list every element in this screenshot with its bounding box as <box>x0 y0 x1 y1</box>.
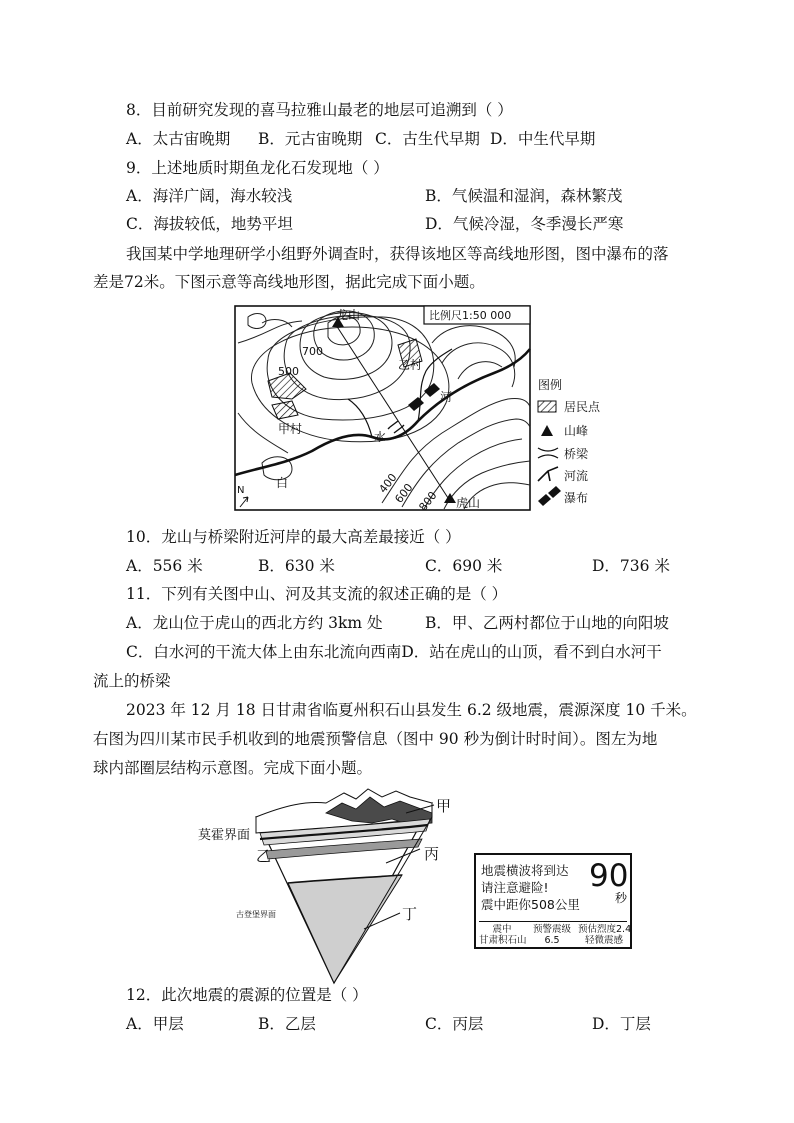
warn-mag-value: 6.5 <box>544 935 560 946</box>
warn-mag-label: 预警震级 <box>532 924 571 935</box>
label-jia: 甲 <box>436 797 452 815</box>
epicenter-label: 震中 <box>492 924 512 935</box>
q10-stem: 10．龙山与桥梁附近河岸的最大高差最接近（ ） <box>126 528 461 546</box>
label-bai: 白 <box>276 476 289 490</box>
passage2-line-3: 球内部圈层结构示意图。完成下面小题。 <box>93 759 373 777</box>
intensity-label: 预估烈度2.4 <box>578 924 632 935</box>
legend-river: 河流 <box>564 469 589 483</box>
legend-bridge: 桥梁 <box>564 447 589 461</box>
label-north: N <box>237 485 245 496</box>
q9-option-c: C．海拔较低，地势平坦 <box>126 215 293 233</box>
q12-stem: 12．此次地震的震源的位置是（ ） <box>126 986 368 1004</box>
legend-peak: 山峰 <box>564 424 589 438</box>
label-hushan: 虎山 <box>456 496 481 510</box>
q8-option-d: D．中生代早期 <box>490 130 596 148</box>
label-shui: 水 <box>374 430 387 444</box>
label-moho: 莫霍界面 <box>198 828 251 843</box>
legend-settlement-swatch <box>538 401 556 412</box>
q11-option-b: B．甲、乙两村都位于山地的向阳坡 <box>425 614 669 632</box>
q9-option-d: D．气候冷湿，冬季漫长严寒 <box>425 215 624 233</box>
q10-option-c: C．690 米 <box>425 557 503 575</box>
contour-label-700: 700 <box>302 345 323 358</box>
label-bing: 丙 <box>424 845 440 863</box>
label-he: 河 <box>440 390 453 404</box>
label-jiacun: 甲村 <box>278 422 303 436</box>
q8-option-b: B．元古宙晚期 <box>258 130 363 148</box>
q8-option-c: C．古生代早期 <box>375 130 480 148</box>
q9-option-b: B．气候温和湿润，森林繁茂 <box>425 187 623 205</box>
epicenter-value: 甘肃积石山 <box>479 935 527 946</box>
q12-option-a: A．甲层 <box>126 1015 184 1033</box>
passage1-line-1: 我国某中学地理研学小组野外调查时，获得该地区等高线地形图，图中瀑布的落 <box>126 245 669 263</box>
warning-divider <box>479 921 627 922</box>
settlement-jiacun-2 <box>272 401 298 419</box>
passage1-line-2: 差是72米。下图示意等高线地形图，据此完成下面小题。 <box>93 273 485 291</box>
q8-option-a: A．太古宙晚期 <box>126 130 231 148</box>
legend-waterfall-icon <box>538 486 561 506</box>
q11-stem: 11．下列有关图中山、河及其支流的叙述正确的是（ ） <box>126 585 508 603</box>
legend-title: 图例 <box>538 378 563 392</box>
countdown-value: 90 <box>589 858 629 894</box>
warning-msg-line-1: 地震横波将到达 <box>481 863 569 878</box>
passage2-line-1: 2023 年 12 月 18 日甘肃省临夏州积石山县发生 6.2 级地震，震源深度 10 千米。 <box>126 701 697 719</box>
q9-stem: 9．上述地质时期鱼龙化石发现地（ ） <box>126 159 389 177</box>
q12-option-d: D．丁层 <box>592 1015 651 1033</box>
north-arrow-icon <box>240 497 248 507</box>
q9-option-a: A．海洋广阔，海水较浅 <box>126 187 293 205</box>
warn-mag-cell <box>530 924 574 946</box>
q12-option-c: C．丙层 <box>425 1015 484 1033</box>
legend-bridge-icon <box>538 448 558 458</box>
q10-option-d: D．736 米 <box>592 557 670 575</box>
contour-label-400: 400 <box>376 471 400 496</box>
countdown-unit: 秒 <box>615 891 628 905</box>
passage2-line-2: 右图为四川某市民手机收到的地震预警信息（图中 90 秒为倒计时时间）。图左为地 <box>93 730 658 748</box>
q8-stem: 8．目前研究发现的喜马拉雅山最老的地层可追溯到（ ） <box>126 101 513 119</box>
warning-msg-line-3: 震中距你508公里 <box>481 897 580 912</box>
q12-option-b: B．乙层 <box>258 1015 316 1033</box>
contour-label-600: 600 <box>392 481 416 506</box>
q10-option-a: A．556 米 <box>126 557 203 575</box>
contour-label-500: 500 <box>278 365 299 378</box>
q10-option-b: B．630 米 <box>258 557 335 575</box>
label-yi: 乙 <box>256 847 272 865</box>
contour-label-800: 800 <box>416 489 440 514</box>
earthquake-warning-card <box>474 853 632 949</box>
legend-peak-icon <box>541 425 553 436</box>
label-longshan: 龙山 <box>336 308 361 322</box>
intensity-cell <box>578 924 630 946</box>
label-gutenberg: 古登堡界面 <box>236 910 276 919</box>
q11-option-cd-cont: 流上的桥梁 <box>93 672 171 690</box>
map-scale: 比例尺1:50 000 <box>429 309 512 322</box>
epicenter-cell <box>479 924 525 946</box>
legend-waterfall: 瀑布 <box>564 491 589 505</box>
warning-msg-line-2: 请注意避险! <box>481 880 549 895</box>
contour-map <box>232 303 632 515</box>
earth-structure-diagram <box>196 783 458 988</box>
q11-option-a: A．龙山位于虎山的西北方约 3km 处 <box>126 614 383 632</box>
intensity-value: 轻微震感 <box>584 935 623 946</box>
label-yicun: 乙村 <box>398 358 423 372</box>
legend-settlement: 居民点 <box>564 400 601 414</box>
label-ding: 丁 <box>402 905 418 923</box>
core-region <box>288 875 402 983</box>
q11-option-cd: C．白水河的干流大体上由东北流向西南D．站在虎山的山顶，看不到白水河干 <box>126 643 662 661</box>
legend-river-icon <box>538 467 558 481</box>
